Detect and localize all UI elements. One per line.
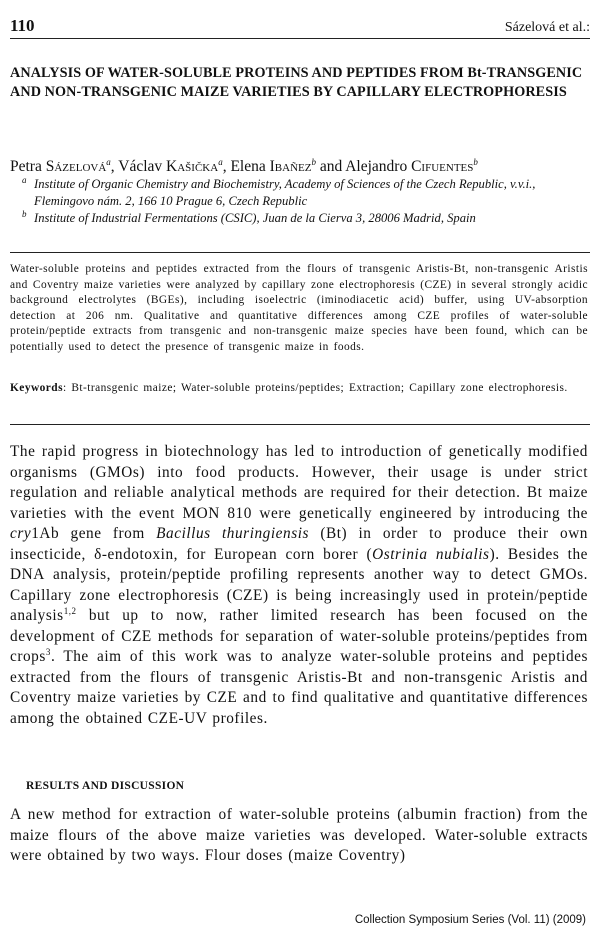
species-name: Bacillus thuringiensis (156, 525, 310, 542)
gene-name: cry (10, 525, 32, 542)
abstract-rule-top (10, 252, 590, 253)
introduction-paragraph: The rapid progress in biotechnology has led to introduction of genetically modified organisms (GMOs) into food products. However, their usage is under strict regulation and reliable analytical methods are required for their detection. Bt maize varieties with the event MON 810 were genetically engineered by introducing the cry1Ab gene from Bacillus thuringiensis (Bt) in order to produce their own insecticide, δ-endotoxin, for European corn borer (Ostrinia nubialis). Besides the DNA analysis, protein/peptide profiling represents another way to detect GMOs. Capillary zone electrophoresis (CZE) is being increasingly used in protein/peptide analysis$^{1,2}$ but up to now, rather limited research has been focused on the development of CZE methods for separation of water-soluble proteins/peptides from crops$^3$. The aim of this work was to analyze water-soluble proteins and peptides extracted from the flours of transgenic Aristis-Bt and non-transgenic Aristis and Coventry maize varieties by CZE and to find qualitative and quantitative differences among the obtained CZE-UV profiles. (10, 443, 588, 727)
author: Petra Sázelová$^a$ (10, 157, 111, 176)
citation-ref: 3 (45, 646, 51, 657)
author-surname: Cifuentes (411, 158, 474, 176)
running-author: Sázelová et al.: (504, 20, 590, 35)
affiliation-mark: b (22, 209, 27, 219)
running-head (10, 14, 590, 36)
header-rule (10, 38, 590, 39)
affiliation-text: Institute of Industrial Fermentations (CSIC), Juan de la Cierva 3, 28006 Madrid, Spain (34, 211, 476, 225)
affiliation-mark: a (218, 157, 223, 167)
affiliation-mark: a (106, 157, 111, 167)
affiliation-mark: b (311, 157, 316, 167)
keywords-label: Keywords (10, 382, 63, 394)
paper-title: ANALYSIS OF WATER-SOLUBLE PROTEINS AND PEPTIDES FROM Bt-TRANSGENIC AND NON-TRANSGENIC MAIZE VARIETIES BY CAPILLARY ELECTROPHORESIS (10, 65, 583, 100)
affiliation (22, 176, 590, 210)
author: Václav Kašička$^a$ (118, 157, 223, 176)
affiliation (22, 210, 590, 227)
author-surname: Sázelová (45, 158, 107, 176)
abstract: Water-soluble proteins and peptides extracted from the flours of transgenic Aristis-Bt, non-transgenic Aristis and Coventry maize varieties were analyzed by capillary zone electrophoresis (CZE) in several strongly acidic background electrolytes (BGEs), including isoelectric (iminodiacetic acid) buffer, using UV-absorption detection at 206 nm. Qualitative and quantitative differences among CZE profiles of water-soluble protein/peptide extracts from transgenic and non-transgenic maize species have been found, which can be potentially used to detect the presence of transgenic maize in foods. (10, 263, 588, 353)
results-paragraph: A new method for extraction of water-soluble proteins (albumin fraction) from the maize flours of the above maize varieties was developed. Water-soluble extracts were obtained by two ways. Flour doses (maize Coventry) (10, 806, 588, 864)
affiliation-text: Institute of Organic Chemistry and Biochemistry, Academy of Sciences of the Czech Republic, v.v.i., Flemingovo nám. 2, 166 10 Prague 6, Czech Republic (34, 177, 536, 208)
affiliation-mark: b (473, 157, 478, 167)
author: Elena Ibañez$^b$ (230, 157, 316, 176)
page-number: 110 (10, 16, 35, 35)
author-surname: Ibañez (269, 158, 312, 176)
author: Alejandro Cifuentes$^b$ (345, 157, 478, 176)
citation-ref: 1,2 (63, 605, 77, 616)
affiliation-mark: a (22, 175, 27, 185)
section-heading: RESULTS AND DISCUSSION (26, 780, 185, 792)
affiliations (22, 176, 590, 227)
keywords-text: : Bt-transgenic maize; Water-soluble proteins/peptides; Extraction; Capillary zone electrophoresis. (62, 382, 568, 394)
pest-name: Ostrinia nubialis (372, 545, 490, 563)
author-list: Petra Sázelová$^a$, Václav Kašička$^a$, Elena Ibañez$^b$ and Alejandro Cifuentes$^b$ (10, 157, 478, 176)
keywords (10, 381, 588, 397)
abstract-rule-bottom (10, 424, 590, 425)
journal-footer: Collection Symposium Series (Vol. 11) (2009) (354, 914, 586, 926)
author-surname: Kašička (166, 158, 219, 176)
